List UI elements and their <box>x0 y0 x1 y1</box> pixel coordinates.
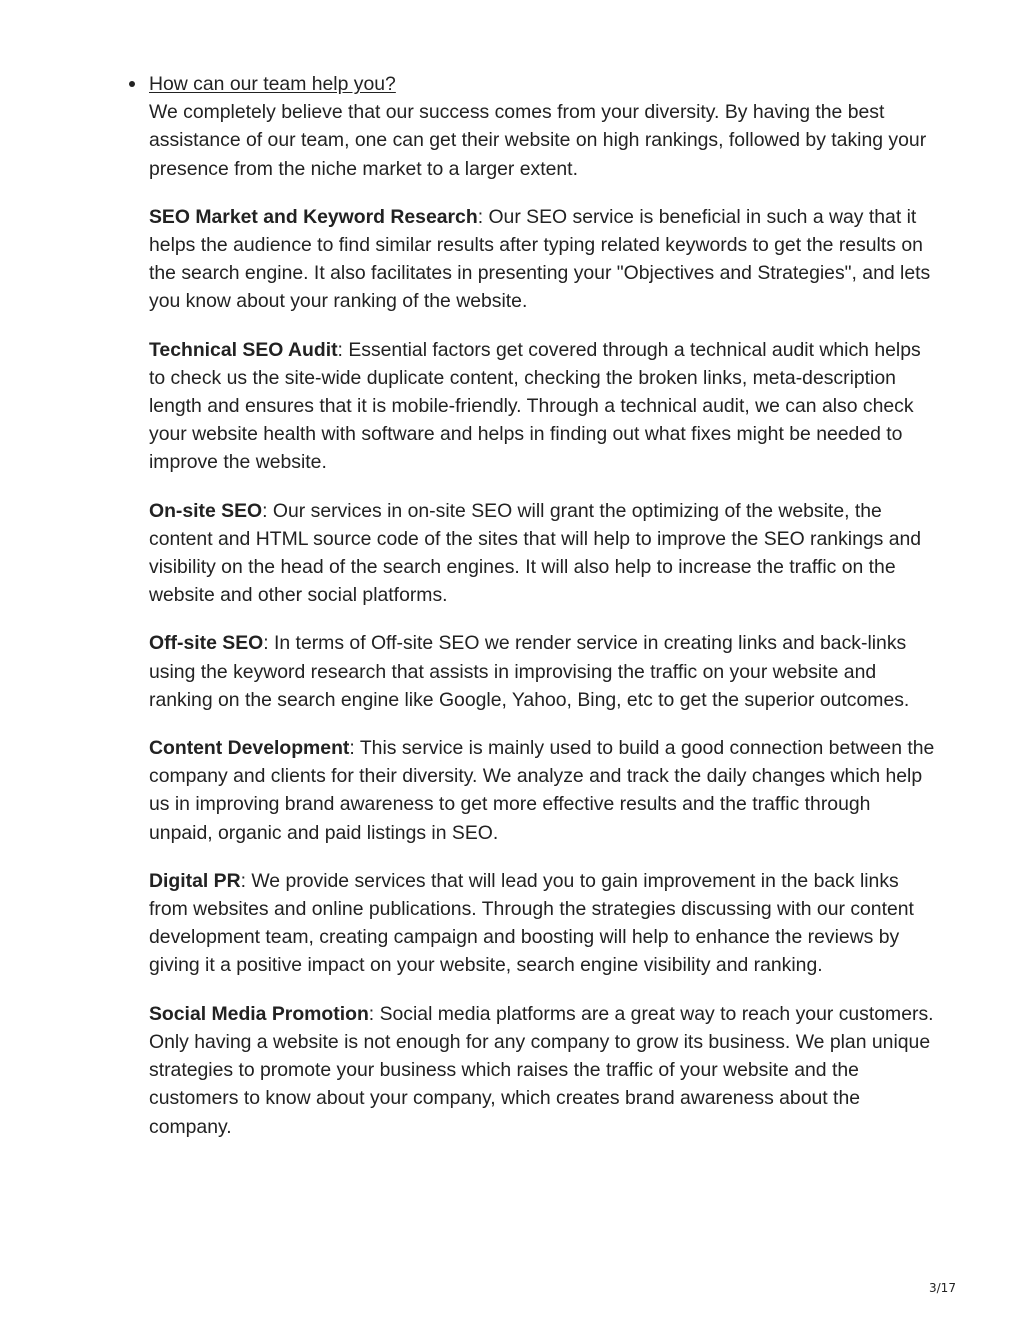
document-body <box>149 70 939 1161</box>
service-off-site-seo <box>149 629 939 714</box>
service-description: : This service is mainly used to build a good connection between the company and clients for their diversity. We analyze and track the daily changes which help us in improving brand awareness to get more effective results and the traffic through unpaid, organic and paid listings in SEO. <box>149 737 935 844</box>
service-description: : We provide services that will lead you to gain improvement in the back links from websites and online publications. Through the strategies discussing with our content development team, creating campaign and boosting will help to enhance the reviews by giving it a positive impact on your website, search engine visibility and ranking. <box>149 869 914 977</box>
service-description: : Essential factors get covered through a technical audit which helps to check us the site-wide duplicate content, checking the broken links, meta-description length and ensures that it is mobile-friendly. Through a technical audit, we can also check your website health with software and helps in finding out what fixes might be needed to improve the website. <box>149 338 921 474</box>
service-title: Off-site SEO <box>149 632 264 655</box>
service-content-development <box>149 734 939 847</box>
service-title: SEO Market and Keyword Research <box>149 205 478 228</box>
service-title: Technical SEO Audit <box>149 338 338 361</box>
service-digital-pr <box>149 867 939 980</box>
service-description: : Our SEO service is beneficial in such a way that it helps the audience to find similar results after typing related keywords to get the results on the search engine. It also facilitates in presenting your "Objectives and Strategies", and lets you know about your ranking of the website. <box>149 205 931 313</box>
team-help-link[interactable]: How can our team help you? <box>149 73 396 95</box>
service-title: Social Media Promotion <box>149 1002 369 1025</box>
service-on-site-seo <box>149 497 939 610</box>
service-description: : In terms of Off-site SEO we render service in creating links and back-links using the keyword research that assists in improvising the traffic on your website and ranking on the search engine like Google, Yahoo, Bing, etc to get the superior outcomes. <box>149 632 910 711</box>
service-social-media-promotion <box>149 1000 939 1141</box>
list-item <box>149 70 939 183</box>
bullet-icon <box>129 81 135 87</box>
service-title: Content Development <box>149 737 350 760</box>
service-description: : Social media platforms are a great way to reach your customers. Only having a website is not enough for any company to grow its business. We plan unique strategies to promote your business which raises the traffic of your website and the customers to know about your company, which creates brand awareness about the company. <box>149 1002 934 1138</box>
service-technical-seo-audit <box>149 336 939 477</box>
service-title: On-site SEO <box>149 499 263 522</box>
service-description: : Our services in on-site SEO will grant the optimizing of the website, the content and HTML source code of the sites that will help to improve the SEO rankings and visibility on the head of the search engines. It will also help to increase the traffic on the website and other social platforms. <box>149 499 922 607</box>
service-seo-market-research <box>149 203 939 316</box>
page-number: 3/17 <box>929 1281 956 1295</box>
service-title: Digital PR <box>149 869 241 892</box>
intro-paragraph: We completely believe that our success comes from your diversity. By having the best assistance of our team, one can get their website on high rankings, followed by taking your presence from the niche market to a larger extent. <box>149 101 927 180</box>
